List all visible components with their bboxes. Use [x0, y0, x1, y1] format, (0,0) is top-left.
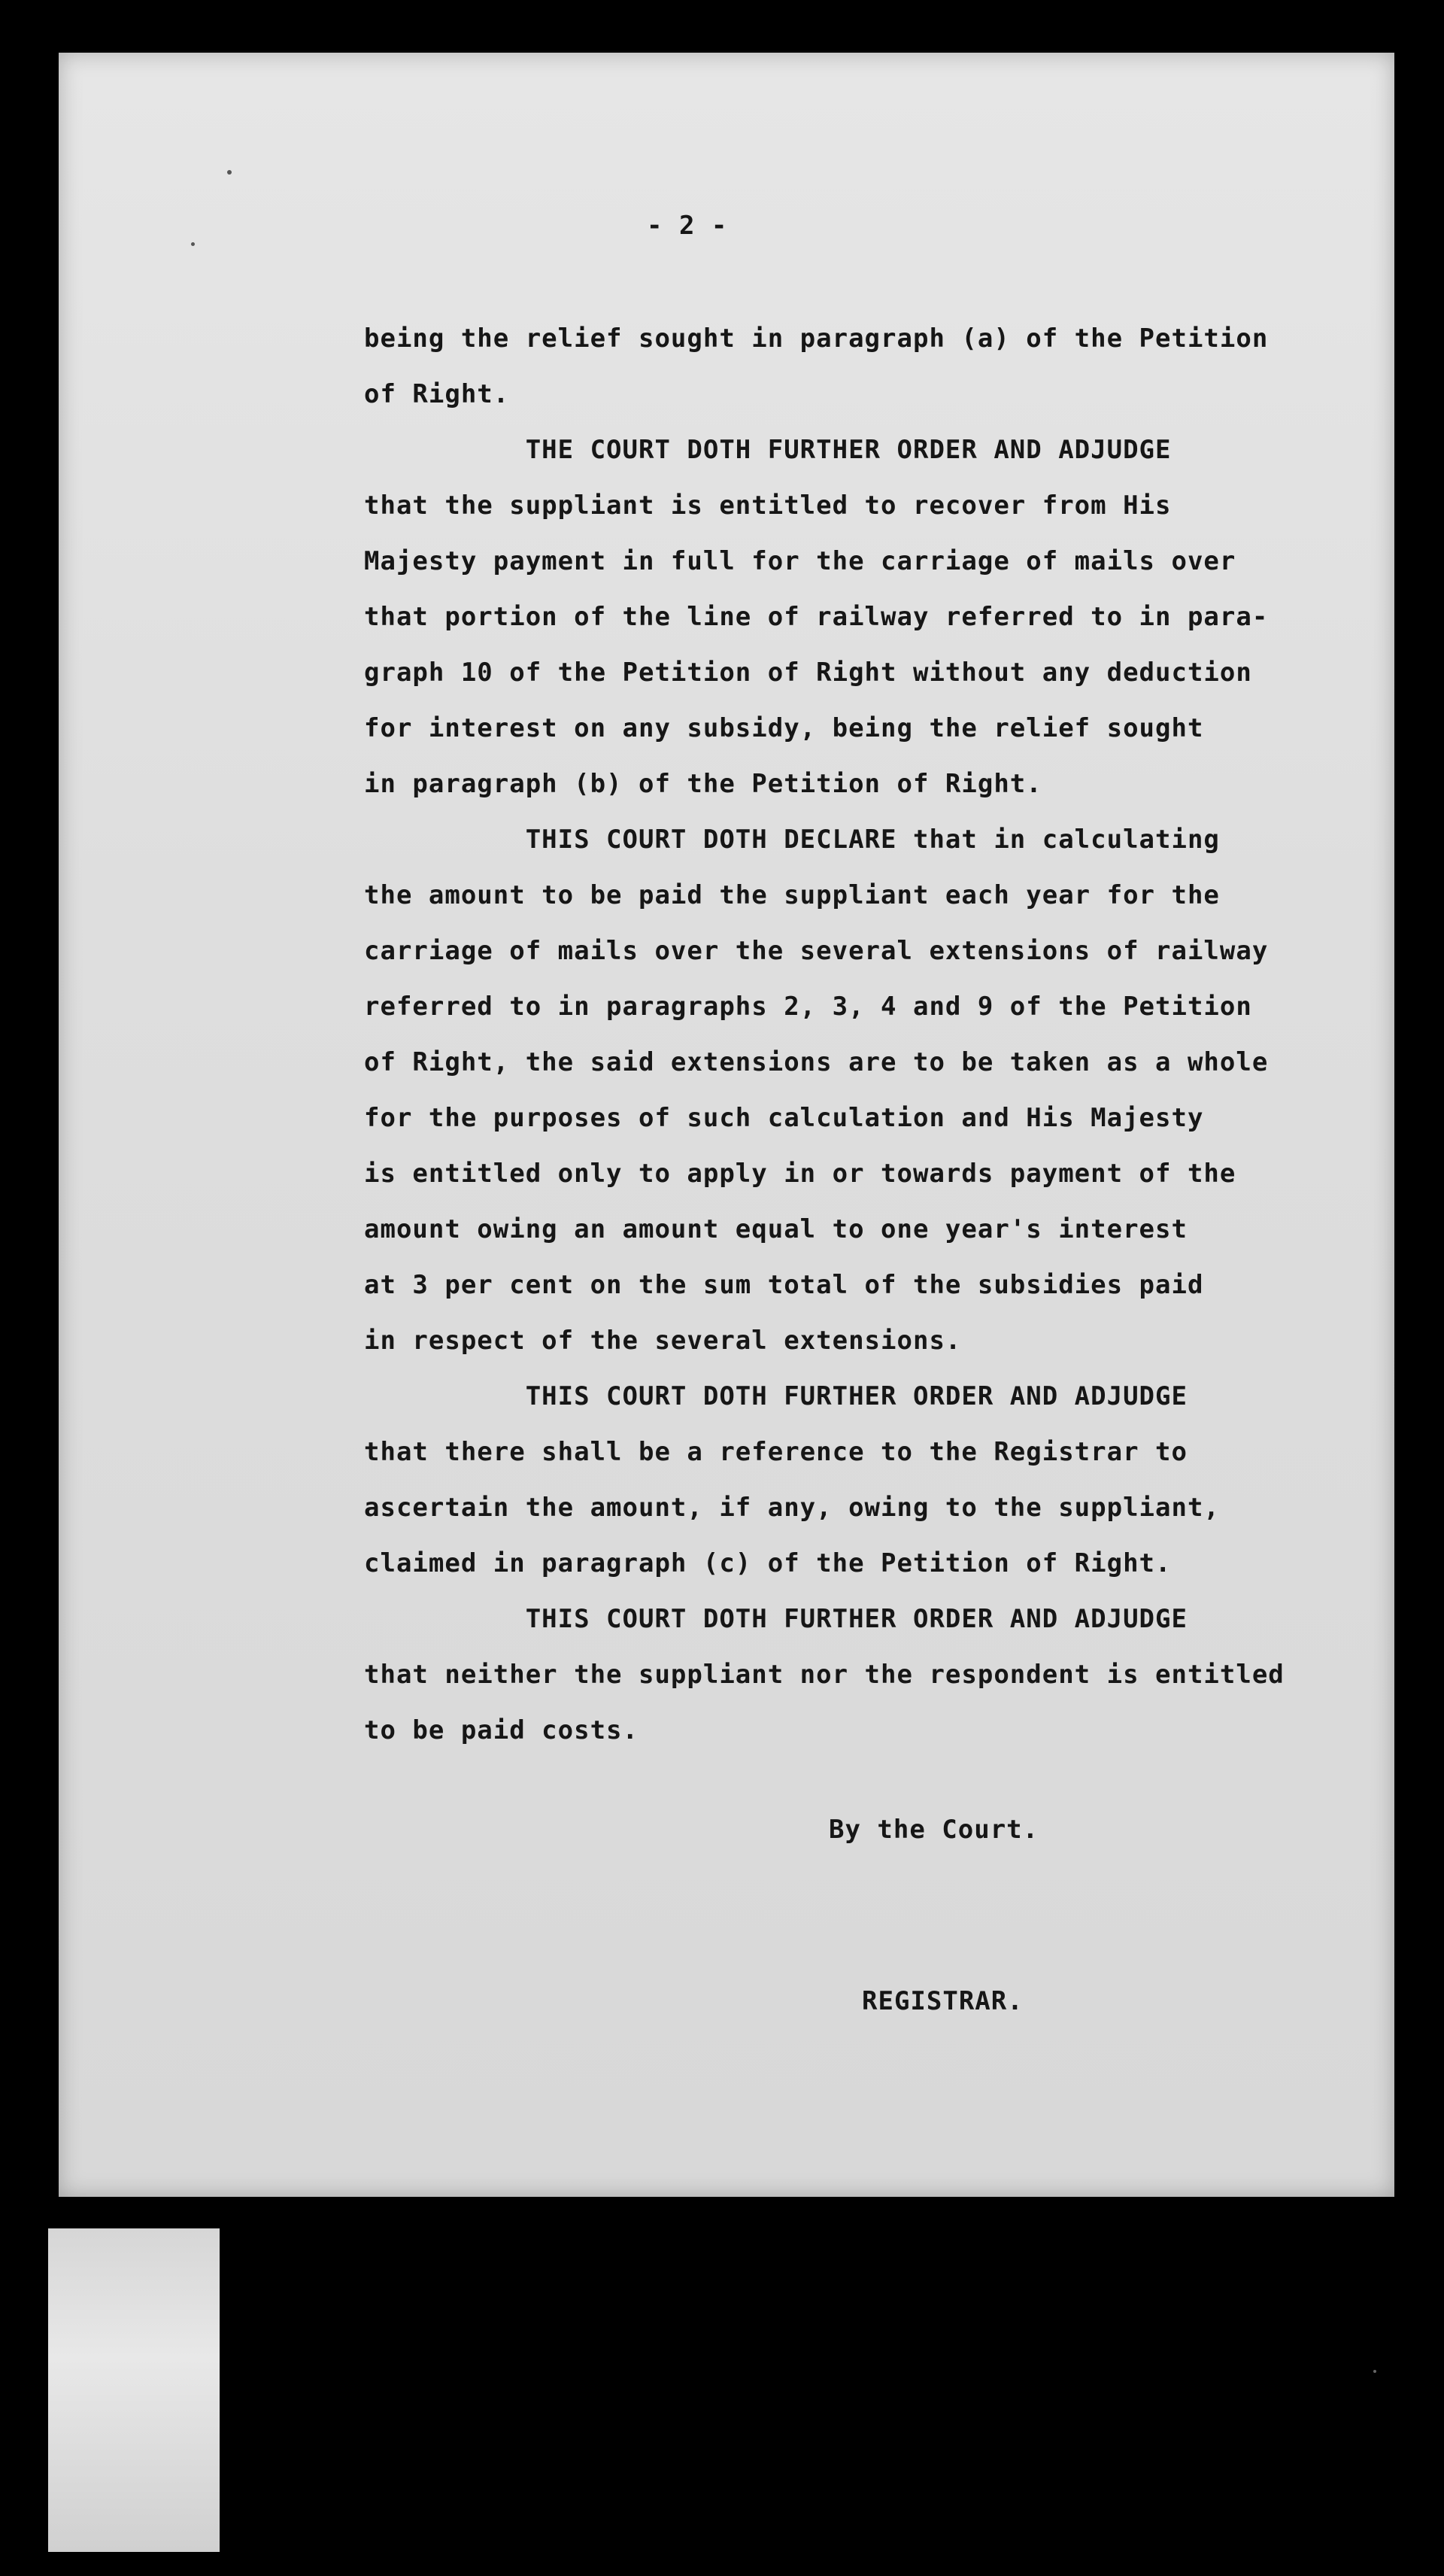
body-line: THIS COURT DOTH DECLARE that in calculating	[364, 825, 1220, 855]
body-line: Majesty payment in full for the carriage of mails over	[364, 546, 1236, 576]
body-line: carriage of mails over the several extensions of railway	[364, 936, 1269, 966]
body-line: the amount to be paid the suppliant each year for the	[364, 880, 1220, 910]
body-line: graph 10 of the Petition of Right without any deduction	[364, 658, 1252, 688]
body-line: that there shall be a reference to the Registrar to	[364, 1437, 1188, 1467]
paper-speck	[1373, 2370, 1376, 2373]
body-line: in paragraph (b) of the Petition of Right.	[364, 769, 1042, 799]
page-number: - 2 -	[647, 211, 728, 241]
paper-speck	[191, 242, 195, 246]
body-line: claimed in paragraph (c) of the Petition of Right.	[364, 1548, 1172, 1578]
body-line: at 3 per cent on the sum total of the subsidies paid	[364, 1270, 1204, 1300]
body-line: referred to in paragraphs 2, 3, 4 and 9 of the Petition	[364, 992, 1252, 1022]
body-line: that the suppliant is entitled to recover from His	[364, 491, 1172, 521]
body-line: of Right, the said extensions are to be taken as a whole	[364, 1047, 1269, 1077]
body-line: THIS COURT DOTH FURTHER ORDER AND ADJUDGE	[364, 1604, 1188, 1634]
body-line: THIS COURT DOTH FURTHER ORDER AND ADJUDGE	[364, 1381, 1188, 1411]
registrar-label: REGISTRAR.	[862, 1986, 1024, 2016]
paper-tab	[48, 2228, 220, 2552]
body-line: is entitled only to apply in or towards payment of the	[364, 1159, 1236, 1189]
body-line: that neither the suppliant nor the respondent is entitled	[364, 1660, 1285, 1690]
body-line: for the purposes of such calculation and His Majesty	[364, 1103, 1204, 1133]
body-line: of Right.	[364, 379, 510, 409]
body-line: for interest on any subsidy, being the relief sought	[364, 713, 1204, 743]
body-line: that portion of the line of railway referred to in para-	[364, 602, 1269, 632]
body-line: amount owing an amount equal to one year's interest	[364, 1214, 1188, 1244]
body-line: to be paid costs.	[364, 1715, 639, 1745]
by-the-court: By the Court.	[829, 1815, 1039, 1845]
body-line: ascertain the amount, if any, owing to the suppliant,	[364, 1493, 1220, 1523]
paper-speck	[227, 170, 232, 175]
body-line: in respect of the several extensions.	[364, 1326, 962, 1356]
body-line: THE COURT DOTH FURTHER ORDER AND ADJUDGE	[364, 435, 1172, 465]
body-line: being the relief sought in paragraph (a) of the Petition	[364, 324, 1269, 354]
